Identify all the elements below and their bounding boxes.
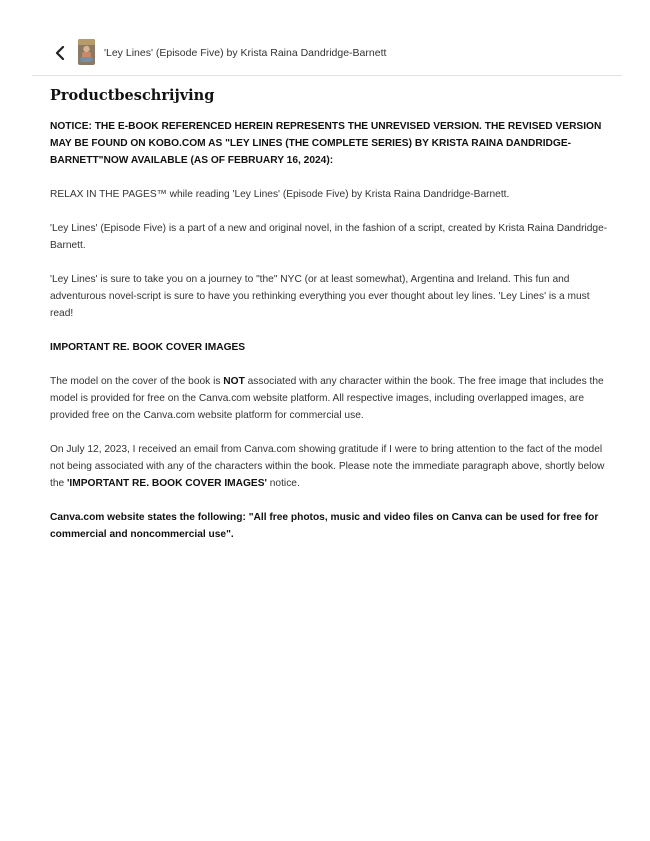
back-button[interactable] — [48, 42, 72, 64]
journey-paragraph: 'Ley Lines' is sure to take you on a journey to "the" NYC (or at least somewhat), Argentina and Ireland. This fun and adventurous novel-script is sure to have you rethinking everything you ever thought about ley lines. 'Ley Lines' is a must read! — [50, 274, 590, 319]
notice-paragraph: NOTICE: THE E-BOOK REFERENCED HEREIN REPRESENTS THE UNREVISED VERSION. THE REVISED VERSION MAY BE FOUND ON KOBO.COM AS "LEY LINES (THE COMPLETE SERIES) BY KRISTA RAINA DANDRIDGE-BARNETT"NOW AVAILABLE (AS OF FEBRUARY 16, 2024): — [50, 121, 602, 166]
model-paragraph — [50, 373, 610, 424]
book-title: 'Ley Lines' (Episode Five) by Krista Raina Dandridge-Barnett — [104, 47, 387, 59]
model-text-bold: NOT — [223, 376, 245, 387]
important-heading: IMPORTANT RE. BOOK COVER IMAGES — [50, 342, 246, 353]
model-text-start: The model on the cover of the book is — [50, 376, 224, 387]
email-paragraph — [50, 441, 610, 492]
chevron-left-icon[interactable] — [55, 46, 65, 60]
top-bar — [32, 36, 622, 76]
email-text-end: notice. — [266, 478, 300, 489]
model-text-end: associated with any character within the book. The free image that includes the model is provided for free on the Canva.com website platform. All respective images, including overlapped images, are provided free on the Canva.com website platform for commercial use. — [50, 376, 604, 421]
relax-paragraph: RELAX IN THE PAGES™ while reading 'Ley Lines' (Episode Five) by Krista Raina Dandridge-Barnett. — [50, 189, 510, 200]
section-title: Productbeschrijving — [50, 87, 215, 104]
book-cover-thumbnail — [78, 39, 95, 65]
part-of-paragraph: 'Ley Lines' (Episode Five) is a part of a new and original novel, in the fashion of a script, created by Krista Raina Dandridge-Barnett. — [50, 223, 608, 251]
email-text-bold: 'IMPORTANT RE. BOOK COVER IMAGES' — [67, 478, 267, 489]
product-description — [50, 86, 610, 560]
email-text-start: On July 12, 2023, I received an email from Canva.com showing gratitude if I were to bring attention to the fact of the model not being associated with any of the characters within the book. Please note the immediate paragraph above, shortly below the — [50, 444, 605, 489]
canva-statement: Canva.com website states the following: "All free photos, music and video files on Canva can be used for free for commercial and noncommercial use". — [50, 512, 599, 540]
